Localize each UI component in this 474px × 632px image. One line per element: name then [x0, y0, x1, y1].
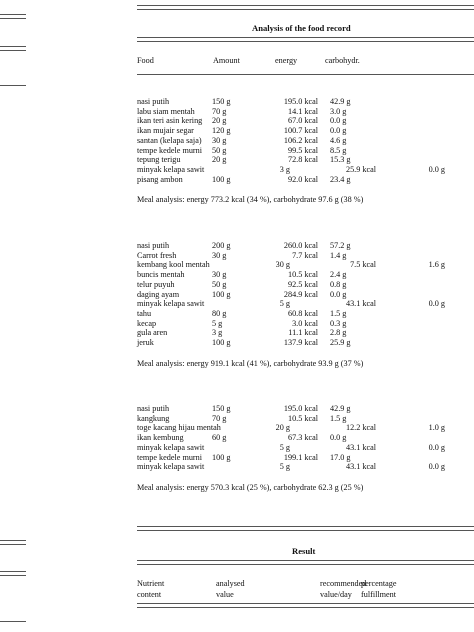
result-header-value-day: value/day	[320, 590, 352, 599]
amount-value: 30 g	[212, 270, 227, 280]
amount-value: 200 g	[212, 241, 231, 250]
energy-value: 7.7 kcal	[292, 250, 318, 260]
carb-value: 1.0 g	[428, 423, 445, 433]
meal-analysis: Meal analysis: energy 773.2 kcal (34 %), carbohydrate 97.6 g (38 %)	[137, 195, 364, 205]
food-name: minyak kelapa sawit	[137, 462, 205, 472]
energy-value: 99.5 kcal	[287, 145, 318, 155]
food-name: buncis mentah	[137, 270, 185, 280]
amount-value: 150 g	[212, 97, 231, 106]
food-name: tempe kedele murni	[137, 145, 203, 155]
amount-value: 3 g	[212, 328, 223, 338]
carb-value: 1.6 g	[428, 260, 445, 270]
energy-value: 199.1 kcal	[283, 452, 318, 462]
margin-mark	[0, 85, 26, 86]
energy-value: 72.8 kcal	[287, 155, 318, 165]
carb-value: 0.0 g	[428, 299, 445, 309]
energy-value: 260.0 kcal	[283, 241, 318, 250]
energy-value: 92.5 kcal	[287, 279, 318, 289]
amount-value: 5 g	[279, 462, 290, 472]
carb-value: 42.9 g	[330, 97, 351, 106]
margin-mark	[0, 540, 26, 545]
result-top-rule	[137, 526, 474, 531]
header-energy: energy	[275, 56, 298, 65]
food-name: santan (kelapa saja)	[137, 135, 202, 145]
energy-value: 11.1 kcal	[288, 328, 318, 338]
carb-value: 1.5 g	[330, 413, 347, 423]
amount-value: 100 g	[212, 338, 231, 347]
header-carb: carbohydr.	[325, 56, 360, 65]
amount-value: 100 g	[212, 452, 231, 462]
header-food: Food	[137, 56, 154, 65]
amount-value: 100 g	[212, 174, 231, 184]
energy-value: 67.3 kcal	[287, 433, 318, 443]
amount-value: 80 g	[212, 308, 227, 318]
result-header-nutrient: Nutrient	[137, 579, 165, 588]
amount-value: 5 g	[279, 299, 290, 309]
margin-mark	[0, 571, 26, 576]
energy-value: 7.5 kcal	[350, 260, 376, 270]
result-header-recommended: recommended	[320, 579, 367, 588]
carb-value: 0.0 g	[330, 289, 347, 299]
energy-value: 92.0 kcal	[287, 174, 318, 184]
food-name: pisang ambon	[137, 174, 183, 184]
amount-value: 70 g	[212, 106, 227, 116]
food-name: minyak kelapa sawit	[137, 164, 205, 174]
amount-value: 20 g	[212, 116, 227, 126]
food-name: tahu	[137, 308, 152, 318]
food-name: daging ayam	[137, 289, 180, 299]
header-rule	[137, 74, 474, 75]
food-name: ikan kembung	[137, 433, 184, 443]
carb-value: 1.5 g	[330, 308, 347, 318]
carb-value: 2.4 g	[330, 270, 347, 280]
food-name: kecap	[137, 318, 157, 328]
meal-analysis: Meal analysis: energy 570.3 kcal (25 %), carbohydrate 62.3 g (25 %)	[137, 482, 364, 492]
energy-value: 137.9 kcal	[283, 338, 318, 347]
amount-value: 5 g	[279, 442, 290, 452]
result-header-fulfillment: fulfillment	[361, 590, 397, 599]
energy-value: 100.7 kcal	[283, 126, 318, 136]
top-rule	[137, 5, 474, 10]
amount-value: 70 g	[212, 413, 227, 423]
carb-value: 25.9 g	[330, 338, 351, 347]
energy-value: 43.1 kcal	[345, 442, 376, 452]
energy-value: 195.0 kcal	[283, 404, 318, 413]
carb-value: 0.0 g	[330, 433, 347, 443]
energy-value: 195.0 kcal	[283, 97, 318, 106]
food-name: tepung terigu	[137, 155, 181, 165]
result-title: Result	[292, 546, 316, 556]
amount-value: 50 g	[212, 279, 227, 289]
carb-value: 4.6 g	[330, 135, 347, 145]
food-name: kangkung	[137, 413, 170, 423]
carb-value: 0.0 g	[428, 164, 445, 174]
energy-value: 67.0 kcal	[287, 116, 318, 126]
food-name: telur puyuh	[137, 279, 175, 289]
result-rule	[137, 560, 474, 565]
energy-value: 25.9 kcal	[345, 164, 376, 174]
energy-value: 60.8 kcal	[287, 308, 318, 318]
result-header-content: content	[137, 590, 162, 599]
amount-value: 30 g	[275, 260, 290, 270]
carb-value: 42.9 g	[330, 404, 351, 413]
food-name: tempe kedele murni	[137, 452, 203, 462]
result-header-rule	[137, 603, 474, 608]
carb-value: 15.3 g	[330, 155, 351, 165]
carb-value: 23.4 g	[330, 174, 351, 184]
food-name: nasi putih	[137, 404, 170, 413]
carb-value: 0.0 g	[330, 116, 347, 126]
amount-value: 3 g	[279, 164, 290, 174]
result-header-percentage: percentage	[361, 579, 397, 588]
carb-value: 17.0 g	[330, 452, 351, 462]
carb-value: 57.2 g	[330, 241, 351, 250]
food-name: ikan mujair segar	[137, 126, 194, 136]
analysis-title: Analysis of the food record	[252, 23, 351, 33]
food-name: toge kacang hijau mentah	[137, 423, 221, 433]
result-header-analysed: analysed	[216, 579, 245, 588]
food-name: nasi putih	[137, 97, 170, 106]
energy-value: 106.2 kcal	[283, 135, 318, 145]
energy-value: 284.9 kcal	[283, 289, 318, 299]
energy-value: 10.5 kcal	[287, 413, 318, 423]
carb-value: 2.8 g	[330, 328, 347, 338]
carb-value: 0.8 g	[330, 279, 347, 289]
food-name: ikan teri asin kering	[137, 116, 203, 126]
amount-value: 30 g	[212, 250, 227, 260]
energy-value: 43.1 kcal	[345, 299, 376, 309]
carb-value: 0.0 g	[330, 126, 347, 136]
amount-value: 120 g	[212, 126, 231, 136]
title-rule	[137, 37, 474, 42]
carb-value: 8.5 g	[330, 145, 347, 155]
amount-value: 5 g	[212, 318, 223, 328]
carb-value: 3.0 g	[330, 106, 347, 116]
energy-value: 12.2 kcal	[345, 423, 376, 433]
amount-value: 50 g	[212, 145, 227, 155]
food-name: nasi putih	[137, 241, 170, 250]
amount-value: 60 g	[212, 433, 227, 443]
food-name: kembang kool mentah	[137, 260, 210, 270]
margin-mark	[0, 621, 26, 622]
food-name: jeruk	[137, 338, 154, 347]
amount-value: 150 g	[212, 404, 231, 413]
margin-mark	[0, 14, 26, 19]
result-header-value: value	[216, 590, 234, 599]
energy-value: 3.0 kcal	[292, 318, 318, 328]
carb-value: 0.3 g	[330, 318, 347, 328]
margin-mark	[0, 46, 26, 51]
food-name: gula aren	[137, 328, 168, 338]
food-name: Carrot fresh	[137, 250, 177, 260]
meal-analysis: Meal analysis: energy 919.1 kcal (41 %), carbohydrate 93.9 g (37 %)	[137, 358, 364, 368]
food-name: minyak kelapa sawit	[137, 442, 205, 452]
header-amount: Amount	[213, 56, 240, 65]
food-name: labu siam mentah	[137, 106, 195, 116]
amount-value: 20 g	[275, 423, 290, 433]
amount-value: 20 g	[212, 155, 227, 165]
energy-value: 43.1 kcal	[345, 462, 376, 472]
amount-value: 100 g	[212, 289, 231, 299]
energy-value: 10.5 kcal	[287, 270, 318, 280]
carb-value: 0.0 g	[428, 462, 445, 472]
food-name: minyak kelapa sawit	[137, 299, 205, 309]
carb-value: 0.0 g	[428, 442, 445, 452]
energy-value: 14.1 kcal	[287, 106, 318, 116]
carb-value: 1.4 g	[330, 250, 347, 260]
amount-value: 30 g	[212, 135, 227, 145]
